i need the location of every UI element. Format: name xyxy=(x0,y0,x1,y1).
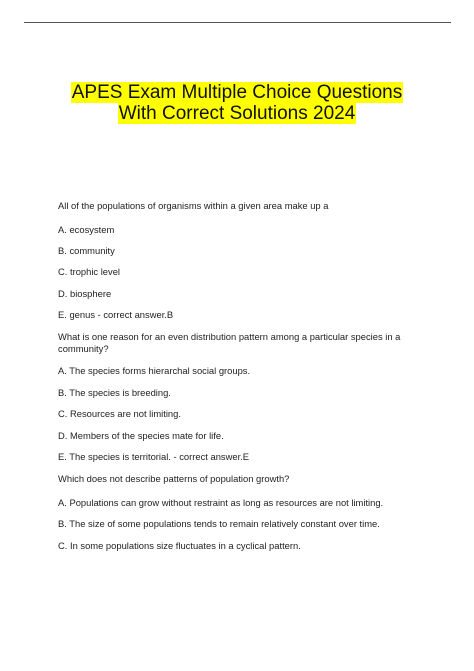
question-1-option-d: D. biosphere xyxy=(58,288,112,299)
question-3-option-a: A. Populations can grow without restraint as long as resources are not limiting. xyxy=(58,497,384,508)
title-line-2: With Correct Solutions 2024 xyxy=(118,103,356,124)
question-3-option-c: C. In some populations size fluctuates in a cyclical pattern. xyxy=(58,540,301,551)
question-3-text: Which does not describe patterns of population growth? xyxy=(58,473,290,484)
question-2-text: What is one reason for an even distribution pattern among a particular species in a community? xyxy=(58,331,401,354)
question-1-option-e: E. genus - correct answer.B xyxy=(58,309,174,320)
question-2-option-a: A. The species forms hierarchal social groups. xyxy=(58,365,251,376)
title-line-1: APES Exam Multiple Choice Questions xyxy=(71,82,403,103)
question-1-option-a: A. ecosystem xyxy=(58,224,115,235)
question-3-option-b: B. The size of some populations tends to remain relatively constant over time. xyxy=(58,518,380,529)
question-1-option-c: C. trophic level xyxy=(58,266,121,277)
question-2-option-b: B. The species is breeding. xyxy=(58,387,171,398)
question-2-option-c: C. Resources are not limiting. xyxy=(58,408,181,419)
question-2-option-d: D. Members of the species mate for life. xyxy=(58,430,224,441)
document-title xyxy=(0,82,474,124)
top-rule xyxy=(24,22,451,23)
question-1-option-b: B. community xyxy=(58,245,115,256)
question-2-option-e: E. The species is territorial. - correct answer.E xyxy=(58,451,250,462)
question-1-text: All of the populations of organisms within a given area make up a xyxy=(58,200,329,211)
